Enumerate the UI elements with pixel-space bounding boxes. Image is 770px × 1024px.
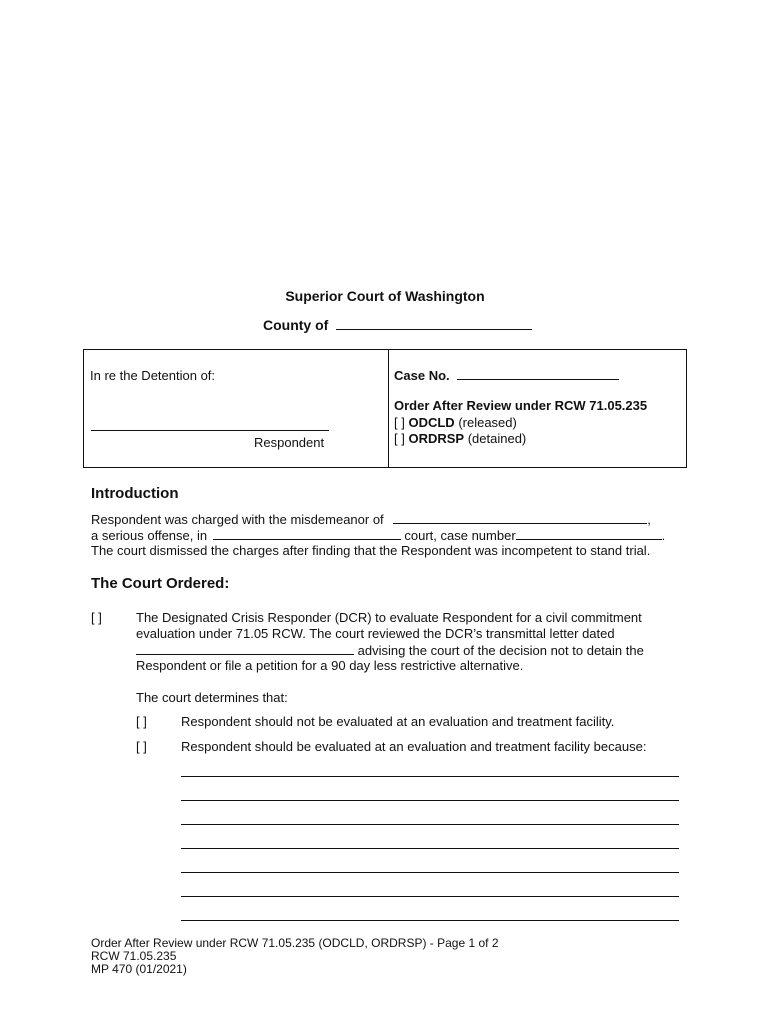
intro-period: . bbox=[661, 528, 666, 543]
intro-comma: , bbox=[647, 512, 651, 527]
choice-1-text: Respondent should not be evaluated at an evaluation and treatment facility. bbox=[181, 714, 615, 729]
county-blank[interactable] bbox=[336, 317, 532, 330]
ordrsp-desc: (detained) bbox=[467, 431, 527, 446]
footer-statute: RCW 71.05.235 bbox=[91, 949, 177, 963]
respondent-name-blank[interactable] bbox=[91, 430, 329, 431]
ordrsp-code: ORDRSP bbox=[408, 431, 465, 446]
choice-1-checkbox[interactable]: [ ] bbox=[136, 714, 147, 729]
county-line bbox=[263, 317, 532, 333]
letter-date-blank[interactable] bbox=[136, 642, 354, 655]
choice-2-checkbox[interactable]: [ ] bbox=[136, 739, 147, 754]
footer-form-id: MP 470 (01/2021) bbox=[91, 962, 187, 976]
case-no-blank[interactable] bbox=[457, 367, 619, 380]
county-label: County of bbox=[263, 317, 329, 333]
case-number-line bbox=[394, 367, 619, 383]
option-ordrsp[interactable] bbox=[394, 431, 526, 446]
choice-2-text: Respondent should be evaluated at an evaluation and treatment facility because: bbox=[181, 739, 647, 754]
intro-line-2 bbox=[91, 527, 665, 543]
intro-text-2a: a serious offense, in bbox=[91, 528, 208, 543]
caption-divider bbox=[388, 350, 389, 467]
intro-line-3: The court dismissed the charges after finding that the Respondent was incompetent to stand trial. bbox=[91, 543, 651, 558]
dcr-text-3: advising the court of the decision not to detain the bbox=[357, 643, 644, 658]
reason-line[interactable] bbox=[181, 800, 679, 801]
option-odcld[interactable] bbox=[394, 415, 517, 430]
reason-line[interactable] bbox=[181, 920, 679, 921]
reason-line[interactable] bbox=[181, 872, 679, 873]
case-number-blank[interactable] bbox=[516, 527, 662, 540]
introduction-heading: Introduction bbox=[91, 485, 179, 502]
intro-text-1: Respondent was charged with the misdemeanor of bbox=[91, 512, 384, 527]
reason-line[interactable] bbox=[181, 848, 679, 849]
reason-line[interactable] bbox=[181, 824, 679, 825]
dcr-checkbox[interactable]: [ ] bbox=[91, 610, 102, 625]
reason-line[interactable] bbox=[181, 896, 679, 897]
checkbox-odcld[interactable]: [ ] bbox=[394, 415, 405, 430]
reason-line[interactable] bbox=[181, 776, 679, 777]
dcr-para-line-1: The Designated Crisis Responder (DCR) to evaluate Respondent for a civil commitment bbox=[136, 610, 642, 625]
dcr-para-line-4: Respondent or file a petition for a 90 day less restrictive alternative. bbox=[136, 658, 524, 673]
intro-line-1 bbox=[91, 511, 651, 527]
determines-label: The court determines that: bbox=[136, 690, 288, 705]
page-footer bbox=[91, 937, 499, 976]
odcld-desc: (released) bbox=[458, 415, 517, 430]
misdemeanor-blank[interactable] bbox=[393, 511, 647, 524]
dcr-para-line-2: evaluation under 71.05 RCW. The court reviewed the DCR’s transmittal letter dated bbox=[136, 626, 615, 641]
checkbox-ordrsp[interactable]: [ ] bbox=[394, 431, 405, 446]
court-title: Superior Court of Washington bbox=[285, 288, 485, 304]
footer-title: Order After Review under RCW 71.05.235 (ODCLD, ORDRSP) - Page 1 of 2 bbox=[91, 936, 499, 950]
respondent-label: Respondent bbox=[254, 435, 325, 450]
case-no-label: Case No. bbox=[394, 368, 450, 383]
court-blank[interactable] bbox=[213, 527, 401, 540]
order-title: Order After Review under RCW 71.05.235 bbox=[394, 398, 648, 413]
in-re-label: In re the Detention of: bbox=[90, 368, 216, 383]
odcld-code: ODCLD bbox=[408, 415, 455, 430]
case-caption bbox=[83, 349, 687, 468]
court-ordered-heading: The Court Ordered: bbox=[91, 575, 230, 592]
dcr-para-line-3 bbox=[136, 642, 644, 658]
intro-text-2b: court, case number bbox=[404, 528, 516, 543]
